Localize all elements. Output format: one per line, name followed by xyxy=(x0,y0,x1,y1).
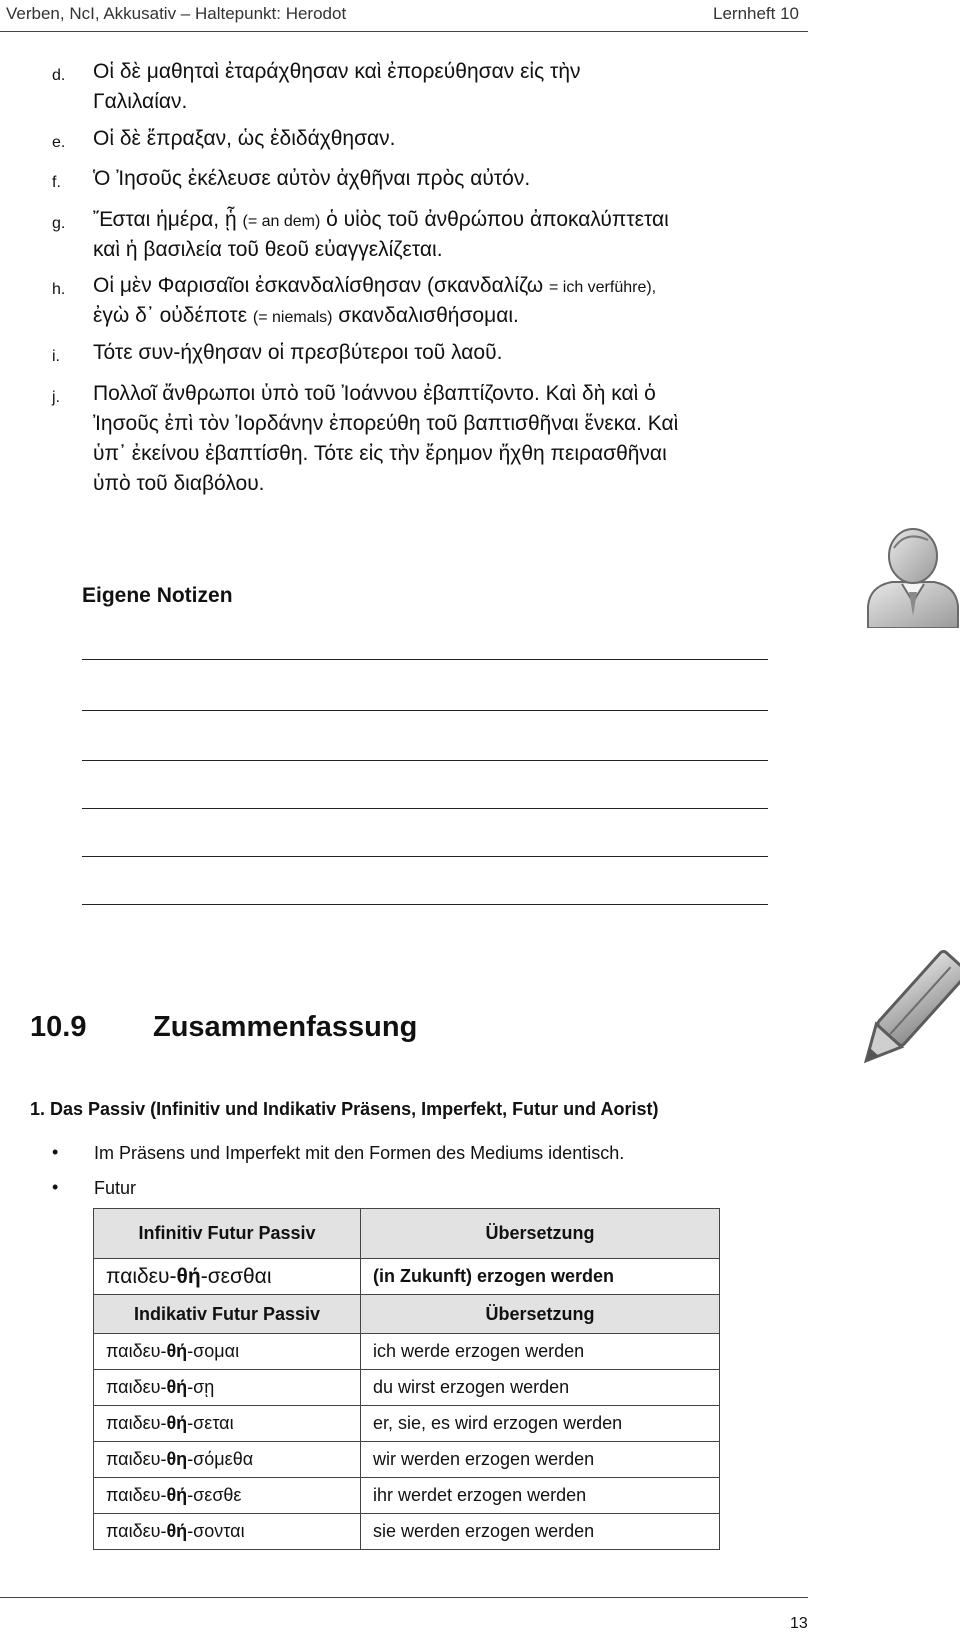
table-cell-translation: (in Zukunft) erzogen werden xyxy=(361,1259,720,1295)
exercise-text: Ἰησοῦς ἐπὶ τὸν Ἰορδάνην ἐπορεύθη τοῦ βαπτισθῆναι ἕνεκα. Καὶ xyxy=(93,412,679,435)
subsection-title: 1. Das Passiv (Infinitiv und Indikativ Präsens, Imperfekt, Futur und Aorist) xyxy=(30,1099,659,1119)
exercise-text: ὑπὸ τοῦ διαβόλου. xyxy=(93,472,265,495)
exercise-text: Ὁ Ἰησοῦς ἐκέλευσε αὐτὸν ἀχθῆναι πρὸς αὐτόν. xyxy=(93,167,531,190)
table-cell-form: παιδευ-θή-σονται xyxy=(94,1514,361,1550)
header-lesson: Lernheft 10 xyxy=(713,4,800,23)
table-row xyxy=(94,1259,720,1295)
exercise-text: ἐγὼ δ᾽ οὐδέποτε (= niemals) σκανδαλισθήσομαι. xyxy=(93,304,519,327)
table-header-row xyxy=(94,1295,720,1334)
table-cell-translation: ich werde erzogen werden xyxy=(361,1334,720,1370)
table-row xyxy=(94,1334,720,1370)
exercise-text: Οἱ δὲ ἔπραξαν, ὡς ἐδιδάχθησαν. xyxy=(93,127,396,150)
note-line xyxy=(82,760,768,761)
table-cell-translation: ihr werdet erzogen werden xyxy=(361,1478,720,1514)
exercise-letter: d. xyxy=(52,67,66,84)
notes-title: Eigene Notizen xyxy=(82,584,233,607)
bullet-text: Futur xyxy=(94,1178,137,1198)
exercise-text: Οἱ μὲν Φαρισαῖοι ἐσκανδαλίσθησαν (σκανδαλίζω = ich verführe), xyxy=(93,274,657,297)
table-cell-form: παιδευ-θή-σομαι xyxy=(94,1334,361,1370)
table-cell-form: παιδευ-θη-σόμεθα xyxy=(94,1442,361,1478)
table-cell-form: παιδευ-θή-σῃ xyxy=(94,1370,361,1406)
note-line xyxy=(82,808,768,809)
page-number: 13 xyxy=(790,1615,808,1632)
table-row xyxy=(94,1478,720,1514)
future-passive-table xyxy=(93,1208,720,1550)
table-header-row xyxy=(94,1209,720,1259)
page-header xyxy=(0,0,960,32)
exercise-text: ὑπ᾽ ἐκείνου ἐβαπτίσθη. Τότε εἰς τὴν ἔρημον ἤχθη πειρασθῆναι xyxy=(93,442,667,465)
exercise-text: Γαλιλαίαν. xyxy=(93,90,188,113)
table-cell-translation: du wirst erzogen werden xyxy=(361,1370,720,1406)
note-line xyxy=(82,856,768,857)
table-header-cell: Infinitiv Futur Passiv xyxy=(94,1209,361,1259)
table-cell-translation: er, sie, es wird erzogen werden xyxy=(361,1406,720,1442)
exercise-letter: f. xyxy=(52,174,61,191)
table-cell-form: παιδευ-θή-σεται xyxy=(94,1406,361,1442)
exercise-text: καὶ ἡ βασιλεία τοῦ θεοῦ εὐαγγελίζεται. xyxy=(93,238,443,261)
table-row xyxy=(94,1514,720,1550)
table-row xyxy=(94,1370,720,1406)
table-header-cell: Übersetzung xyxy=(361,1295,720,1334)
table-row xyxy=(94,1442,720,1478)
header-title: Verben, NcI, Akkusativ – Haltepunkt: Herodot xyxy=(6,4,347,23)
person-icon xyxy=(866,528,960,628)
table-cell-translation: sie werden erzogen werden xyxy=(361,1514,720,1550)
table-cell-form: παιδευ-θή-σεσθε xyxy=(94,1478,361,1514)
section-title: Zusammenfassung xyxy=(153,1011,418,1043)
table-header-cell: Übersetzung xyxy=(361,1209,720,1259)
footer-rule xyxy=(0,1597,808,1598)
exercise-letter: j. xyxy=(52,389,60,406)
exercise-text: Οἱ δὲ μαθηταὶ ἐταράχθησαν καὶ ἐπορεύθησαν εἰς τὴν xyxy=(93,60,581,83)
exercise-letter: e. xyxy=(52,134,66,151)
table-header-cell: Indikativ Futur Passiv xyxy=(94,1295,361,1334)
exercise-letter: i. xyxy=(52,348,60,365)
note-line xyxy=(82,904,768,905)
table-row xyxy=(94,1406,720,1442)
section-number: 10.9 xyxy=(30,1011,87,1043)
exercise-text: Πολλοῖ ἄνθρωποι ὑπὸ τοῦ Ἰοάννου ἐβαπτίζοντο. Καὶ δὴ καὶ ὁ xyxy=(93,382,656,405)
exercise-text: Τότε συν-ήχθησαν οἱ πρεσβύτεροι τοῦ λαοῦ. xyxy=(93,341,503,364)
note-line xyxy=(82,659,768,660)
exercise-letter: g. xyxy=(52,215,66,232)
table-cell-form: παιδευ-θή-σεσθαι xyxy=(94,1259,361,1295)
pencil-icon xyxy=(862,950,960,1072)
table-cell-translation: wir werden erzogen werden xyxy=(361,1442,720,1478)
exercise-text: Ἔσται ἡμέρα, ᾗ (= an dem) ὁ υἱὸς τοῦ ἀνθρώπου ἀποκαλύπτεται xyxy=(93,208,669,231)
bullet-icon: • xyxy=(52,1142,59,1162)
bullet-text: Im Präsens und Imperfekt mit den Formen des Mediums identisch. xyxy=(94,1143,625,1163)
note-line xyxy=(82,710,768,711)
exercise-letter: h. xyxy=(52,281,66,298)
header-rule xyxy=(0,31,808,32)
bullet-icon: • xyxy=(52,1177,59,1197)
